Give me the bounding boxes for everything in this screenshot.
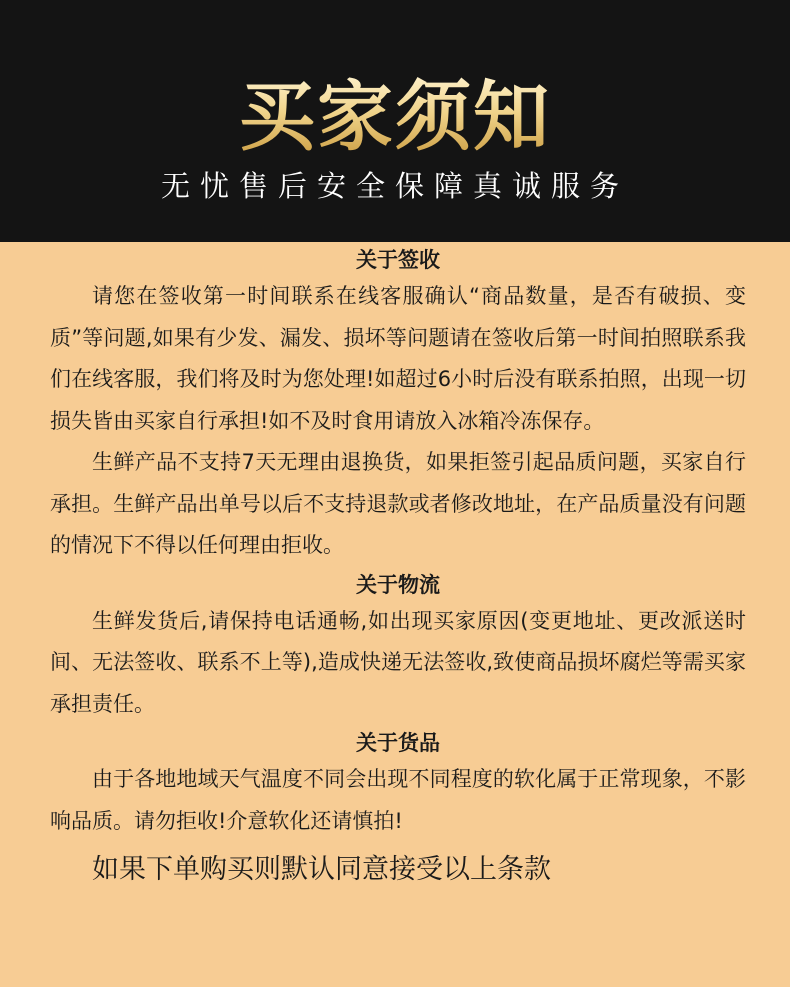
section-logistics	[50, 569, 746, 726]
signing-paragraph-1: 请您在签收第一时间联系在线客服确认“商品数量，是否有破损、变质”等问题,如果有少发、漏发、损坏等问题请在签收后第一时间拍照联系我们在线客服，我们将及时为您处理!如超过6小时后没有联系拍照，出现一切损失皆由买家自行承担!如不及时食用请放入冰箱冷冻保存。	[50, 284, 746, 433]
section-goods	[50, 727, 746, 842]
section-title-goods: 关于货品	[356, 731, 440, 755]
goods-paragraph-1: 由于各地地域天气温度不同会出现不同程度的软化属于正常现象，不影响品质。请勿拒收!介意软化还请慎拍!	[50, 767, 746, 833]
page-subtitle: 无忧售后安全保障真诚服务	[160, 169, 629, 203]
logistics-paragraph-1: 生鲜发货后,请保持电话通畅,如出现买家原因(变更地址、更改派送时间、无法签收、联系不上等),造成快递无法签收,致使商品损坏腐烂等需买家承担责任。	[50, 608, 746, 716]
page-title: 买家须知	[0, 72, 790, 162]
section-title-signing: 关于签收	[356, 248, 440, 272]
header-banner	[0, 0, 790, 242]
agreement-footer: 如果下单购买则默认同意接受以上条款	[92, 854, 551, 885]
signing-paragraph-2: 生鲜产品不支持7天无理由退换货，如果拒签引起品质问题，买家自行承担。生鲜产品出单号以后不支持退款或者修改地址，在产品质量没有问题的情况下不得以任何理由拒收。	[50, 450, 746, 557]
section-signing	[50, 244, 746, 567]
section-title-logistics: 关于物流	[356, 572, 440, 597]
notice-content	[0, 242, 790, 987]
